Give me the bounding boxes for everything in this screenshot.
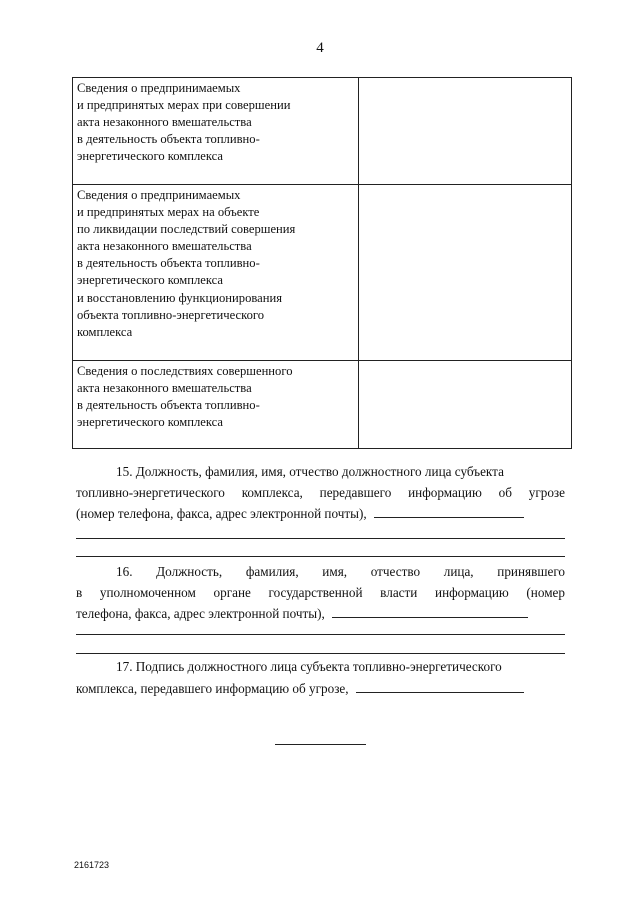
item-15-blank-line[interactable] [76,556,565,557]
item-line-with-field [76,503,565,524]
item-line: (номер телефона, факса, адрес электронной почты), [76,506,367,521]
item-15-blank-line[interactable] [76,538,565,539]
item-line: топливно-энергетического комплекса, передавшего информацию об угрозе [76,484,565,500]
page-number: 4 [316,40,324,56]
label-line: энергетического комплекса [77,149,224,164]
row-value-cell[interactable] [359,361,572,449]
end-separator [275,744,366,745]
label-line: Сведения о предпринимаемых [77,81,241,95]
table-row [73,361,572,449]
label-line: комплекса [77,324,133,339]
item-16-blank-line[interactable] [76,653,565,654]
row-label [73,361,359,449]
label-line: в деятельность объекта топливно- [77,256,260,271]
item-line-with-field [76,678,565,699]
label-line: объекта топливно-энергетического [77,307,265,322]
info-table [72,77,572,449]
label-line: акта незаконного вмешательства [77,381,252,396]
item-line: 16. Должность, фамилия, имя, отчество лица, принявшего [116,564,565,579]
document-code: 2161723 [74,860,110,870]
table-row [73,78,572,185]
row-label [73,185,359,361]
item-17 [76,657,565,698]
label-line: Сведения о последствиях совершенного [77,364,293,378]
item-line-with-field [76,603,565,624]
label-line: в деятельность объекта топливно- [77,398,260,413]
row-label [73,78,359,185]
signature-input-line[interactable] [356,678,524,693]
label-line: и восстановлению функционирования [77,290,283,305]
item-line: в уполномоченном органе государственной власти информацию (номер [76,584,565,600]
label-line: энергетического комплекса [77,273,224,288]
item-line: телефона, факса, адрес электронной почты), [76,606,325,621]
label-line: акта незаконного вмешательства [77,239,252,254]
item-15 [76,462,565,524]
row-value-cell[interactable] [359,185,572,361]
item-line: 17. Подпись должностного лица субъекта топливно-энергетического [116,659,502,674]
item-line: 15. Должность, фамилия, имя, отчество должностного лица субъекта [116,464,504,479]
item-16-input-line[interactable] [332,603,528,618]
table-row [73,185,572,361]
row-value-cell[interactable] [359,78,572,185]
item-15-input-line[interactable] [374,503,524,518]
label-line: энергетического комплекса [77,415,224,430]
item-line: комплекса, передавшего информацию об угрозе, [76,680,349,696]
item-16 [76,562,565,624]
item-16-blank-line[interactable] [76,634,565,635]
label-line: и предпринятых мерах при совершении [77,98,291,113]
label-line: и предпринятых мерах на объекте [77,205,260,220]
label-line: в деятельность объекта топливно- [77,132,260,147]
label-line: акта незаконного вмешательства [77,115,252,130]
label-line: по ликвидации последствий совершения [77,222,296,237]
label-line: Сведения о предпринимаемых [77,188,241,202]
